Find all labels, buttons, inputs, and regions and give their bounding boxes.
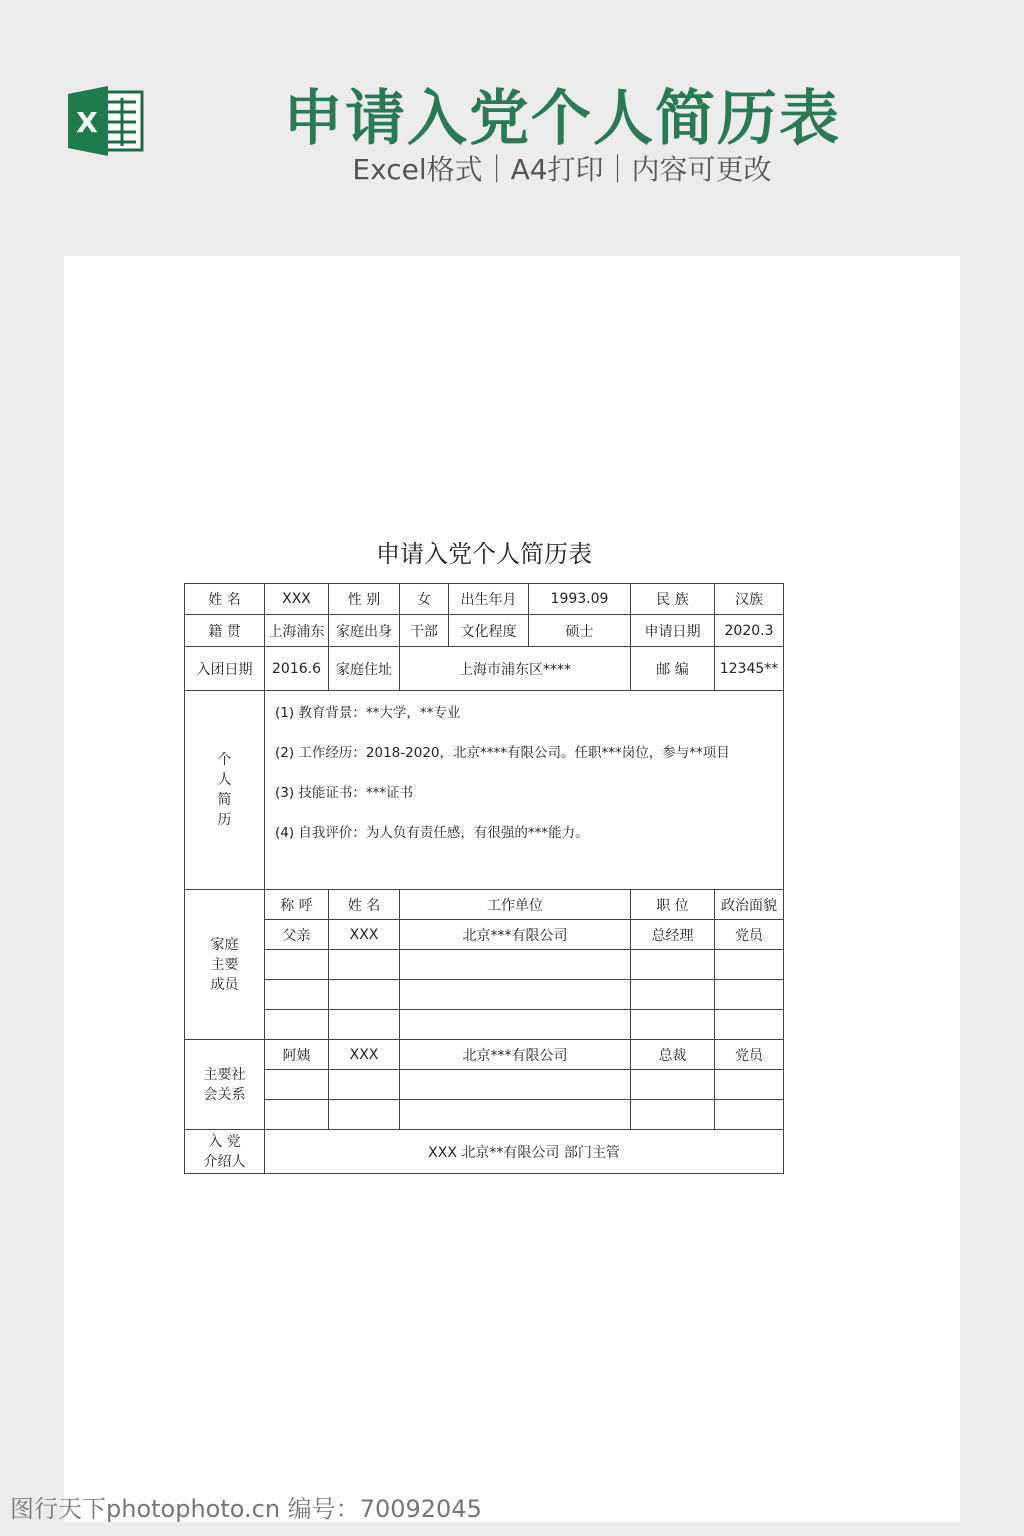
banner-subtitle: Excel格式｜A4打印｜内容可更改	[352, 153, 772, 186]
table-row	[185, 890, 784, 920]
introducer-label: 入 党 介绍人	[185, 1130, 265, 1174]
gender-label: 性 别	[329, 584, 400, 615]
family-cell: 父亲	[265, 920, 329, 950]
family-cell	[329, 980, 400, 1010]
family-members-label: 家庭 主要 成员	[185, 890, 265, 1040]
education-label: 文化程度	[449, 615, 529, 647]
birth-label: 出生年月	[449, 584, 529, 615]
resume-work: (2) 工作经历：2018-2020，北京****有限公司。任职***岗位，参与**项目	[275, 745, 730, 761]
introducer-value: XXX 北京**有限公司 部门主管	[265, 1130, 784, 1174]
social-cell	[265, 1100, 329, 1130]
document-page	[64, 256, 960, 1522]
family-cell	[715, 1010, 784, 1040]
family-cell: 北京***有限公司	[400, 920, 631, 950]
family-cell: 党员	[715, 920, 784, 950]
resume-certificate: (3) 技能证书：***证书	[275, 785, 414, 801]
ethnicity-label: 民 族	[631, 584, 715, 615]
social-cell	[631, 1100, 715, 1130]
family-cell	[631, 980, 715, 1010]
table-row	[185, 1040, 784, 1070]
table-row	[185, 920, 784, 950]
excel-logo-letter: X	[76, 106, 98, 139]
resume-form-table	[184, 583, 784, 1174]
family-header-political: 政治面貌	[715, 890, 784, 920]
family-cell	[265, 1010, 329, 1040]
name-value: XXX	[265, 584, 329, 615]
family-cell	[329, 1010, 400, 1040]
ethnicity-value: 汉族	[715, 584, 784, 615]
name-label: 姓 名	[185, 584, 265, 615]
resume-self-evaluation: (4) 自我评价：为人负有责任感，有很强的***能力。	[275, 825, 589, 841]
apply-date-label: 申请日期	[631, 615, 715, 647]
social-cell	[631, 1070, 715, 1100]
family-cell	[715, 950, 784, 980]
family-cell	[631, 1010, 715, 1040]
family-cell: 总经理	[631, 920, 715, 950]
social-cell	[715, 1100, 784, 1130]
league-date-value: 2016.6	[265, 647, 329, 691]
social-cell	[400, 1100, 631, 1130]
origin-value: 上海浦东	[265, 615, 329, 647]
gender-value: 女	[400, 584, 449, 615]
education-value: 硕士	[529, 615, 631, 647]
social-cell	[715, 1070, 784, 1100]
table-row	[185, 1100, 784, 1130]
social-cell: 党员	[715, 1040, 784, 1070]
address-label: 家庭住址	[329, 647, 400, 691]
table-row	[185, 584, 784, 615]
family-header-employer: 工作单位	[400, 890, 631, 920]
family-background-value: 干部	[400, 615, 449, 647]
origin-label: 籍 贯	[185, 615, 265, 647]
resume-label: 个 人 简 历	[185, 691, 265, 890]
family-cell	[265, 980, 329, 1010]
family-background-label: 家庭出身	[329, 615, 400, 647]
table-row	[185, 691, 784, 890]
table-row	[185, 647, 784, 691]
resume-content	[265, 691, 784, 890]
social-cell: XXX	[329, 1040, 400, 1070]
table-row	[185, 1130, 784, 1174]
social-cell: 总裁	[631, 1040, 715, 1070]
banner-title: 申请入党个人简历表	[283, 84, 841, 154]
social-cell	[329, 1100, 400, 1130]
social-cell	[329, 1070, 400, 1100]
social-cell: 北京***有限公司	[400, 1040, 631, 1070]
social-cell: 阿姨	[265, 1040, 329, 1070]
table-row	[185, 1010, 784, 1040]
family-cell	[400, 950, 631, 980]
birth-value: 1993.09	[529, 584, 631, 615]
table-row	[185, 980, 784, 1010]
family-cell	[400, 980, 631, 1010]
postcode-label: 邮 编	[631, 647, 715, 691]
watermark: 图行天下photophoto.cn 编号：70092045	[10, 1495, 482, 1523]
address-value: 上海市浦东区****	[400, 647, 631, 691]
social-relations-label: 主要社 会关系	[185, 1040, 265, 1130]
family-cell	[400, 1010, 631, 1040]
family-cell: XXX	[329, 920, 400, 950]
family-header-position: 职 位	[631, 890, 715, 920]
family-cell	[329, 950, 400, 980]
social-cell	[400, 1070, 631, 1100]
apply-date-value: 2020.3	[715, 615, 784, 647]
social-cell	[265, 1070, 329, 1100]
postcode-value: 12345**	[715, 647, 784, 691]
table-row	[185, 950, 784, 980]
table-row	[185, 615, 784, 647]
family-cell	[265, 950, 329, 980]
family-header-title: 称 呼	[265, 890, 329, 920]
resume-education: (1) 教育背景：**大学，**专业	[275, 705, 461, 721]
league-date-label: 入团日期	[185, 647, 265, 691]
family-header-name: 姓 名	[329, 890, 400, 920]
document-title: 申请入党个人简历表	[376, 540, 592, 568]
family-cell	[631, 950, 715, 980]
table-row	[185, 1070, 784, 1100]
family-cell	[715, 980, 784, 1010]
